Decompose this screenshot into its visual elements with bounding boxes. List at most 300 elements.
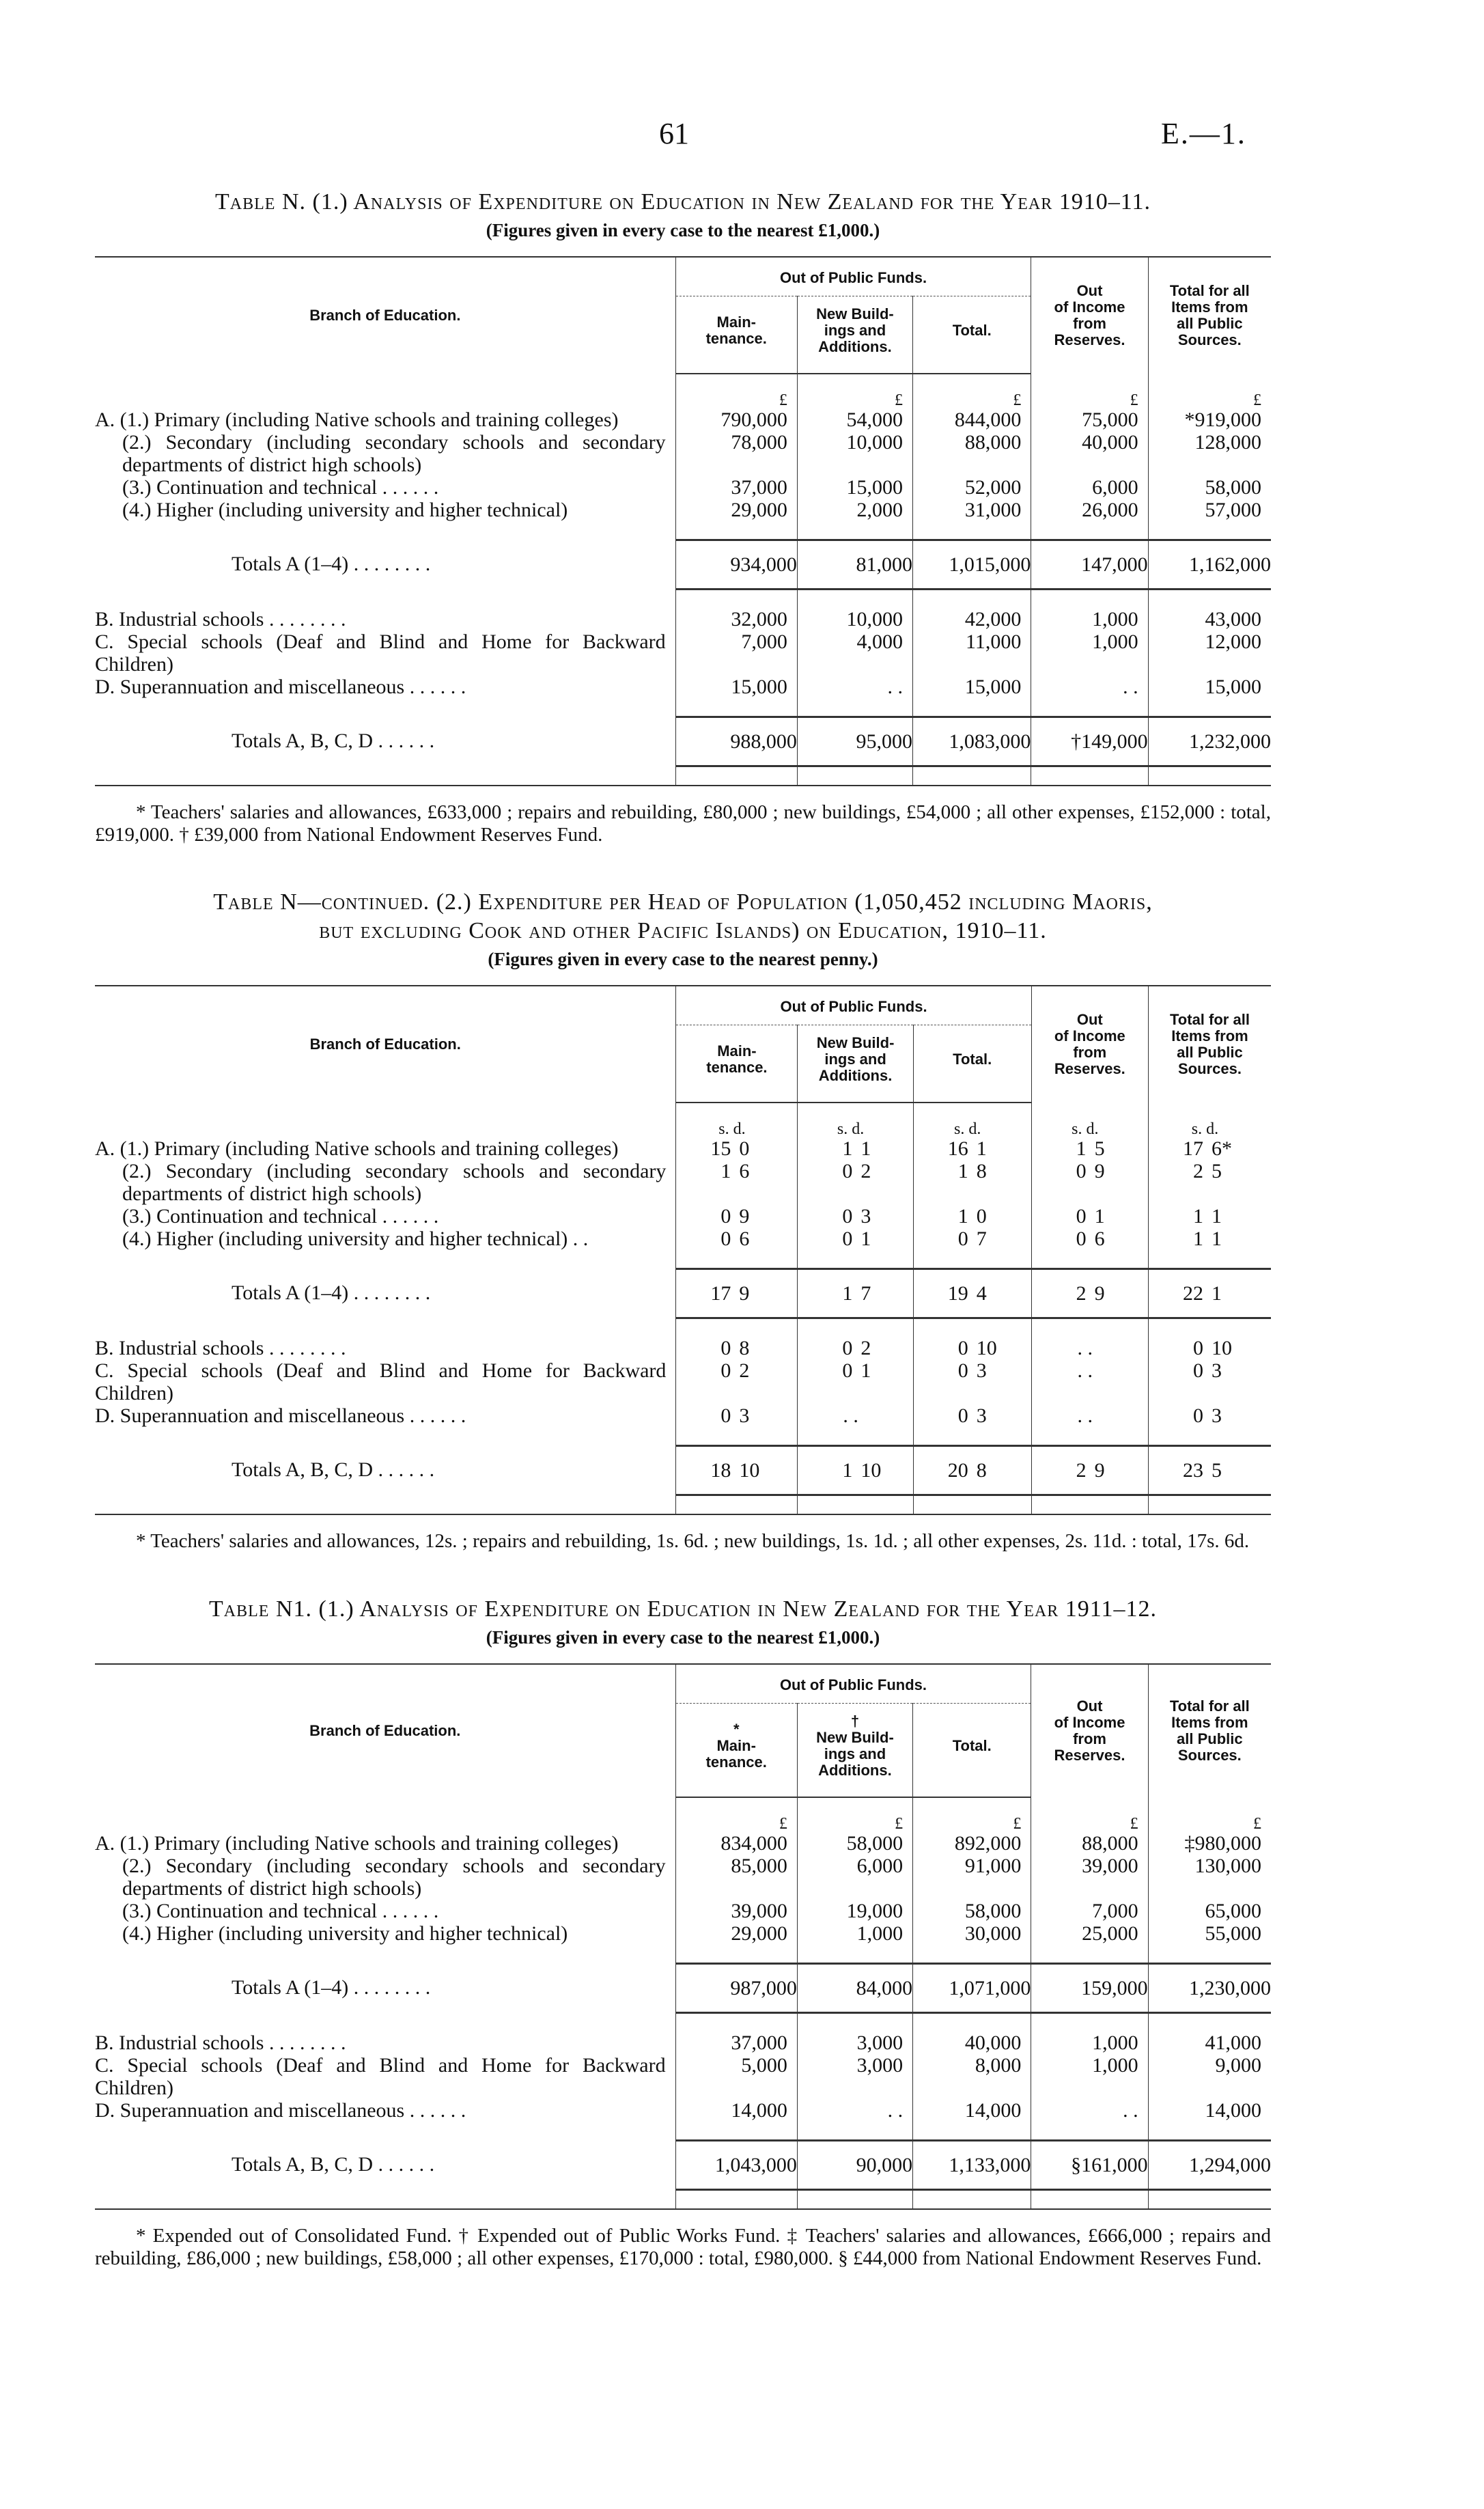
unit-label: £	[913, 1816, 1031, 1832]
shillings: 15	[710, 1137, 731, 1160]
pence: 1	[860, 1228, 871, 1250]
row-label: Totals A, B, C, D . . . . . .	[232, 729, 435, 752]
header-reserves: Out of Income from Reserves.	[1031, 986, 1148, 1103]
cell-value	[1031, 1228, 1148, 1250]
page-reference: E.—1.	[1161, 117, 1246, 150]
shillings: 0	[720, 1228, 731, 1250]
table-row	[95, 1337, 1271, 1359]
pence: 2	[739, 1359, 750, 1382]
cell-value: 65,000	[1148, 1900, 1271, 1922]
cell-value	[913, 1205, 1031, 1228]
row-label: (4.) Higher (including university and higher technical) . .	[122, 1228, 589, 1250]
table-label: Table N.	[215, 189, 307, 214]
cell-value: 1,015,000	[913, 540, 1031, 590]
table-row	[95, 1855, 1271, 1900]
cell-value	[676, 1137, 798, 1160]
cell-value	[913, 1137, 1031, 1160]
pence: 5	[1211, 1459, 1222, 1482]
unit-label: £	[797, 1816, 912, 1832]
cell-value	[798, 1359, 913, 1404]
shillings: 0	[842, 1205, 853, 1228]
cell-value	[1031, 1269, 1148, 1318]
cell-value	[676, 1269, 798, 1318]
table-row	[95, 1137, 1271, 1160]
cell-value	[1148, 1359, 1271, 1404]
shillings: 0	[957, 1359, 968, 1382]
cell-value: . .	[1031, 2099, 1148, 2122]
cell-value: . .	[797, 676, 912, 698]
cell-value: 55,000	[1148, 1922, 1271, 1945]
table-row	[95, 1228, 1271, 1250]
pence: 3	[1211, 1404, 1222, 1427]
cell-value: 3,000	[797, 2054, 912, 2099]
cell-value	[798, 1446, 913, 1495]
pence: 0	[739, 1137, 750, 1160]
pence: 1	[1211, 1282, 1222, 1305]
header-reserves: Out of Income from Reserves.	[1031, 257, 1148, 374]
cell-value: 40,000	[1031, 431, 1148, 476]
pence: 1	[860, 1137, 871, 1160]
row-label: D. Superannuation and miscellaneous . . . . . .	[95, 2099, 466, 2122]
header-footnote-mark: †	[850, 1713, 860, 1730]
table-row	[95, 1205, 1271, 1228]
unit-label: s. d.	[1031, 1121, 1148, 1137]
shillings: 0	[957, 1228, 968, 1250]
shillings: 0	[1076, 1160, 1087, 1182]
cell-value: 29,000	[675, 499, 797, 521]
row-label: (3.) Continuation and technical . . . . . .	[122, 1205, 439, 1228]
table-row	[95, 676, 1271, 698]
cell-value: . .	[1031, 1337, 1148, 1359]
cell-value	[1148, 1228, 1271, 1250]
cell-value: 892,000	[913, 1832, 1031, 1855]
table-title	[95, 1595, 1271, 1624]
cell-value: 11,000	[913, 630, 1031, 676]
row-label: Totals A (1–4) . . . . . . . .	[232, 1976, 431, 1999]
cell-value	[1148, 1269, 1271, 1318]
row-label: C. Special schools (Deaf and Blind and Home for Backward Children)	[95, 630, 666, 676]
shillings: 2	[1076, 1459, 1087, 1482]
unit-label: £	[675, 1816, 797, 1832]
cell-value: 1,294,000	[1148, 2141, 1271, 2190]
unit-label: s. d.	[676, 1121, 798, 1137]
table-row	[95, 431, 1271, 476]
cell-value: 1,162,000	[1148, 540, 1271, 590]
cell-value: 29,000	[675, 1922, 797, 1945]
cell-value	[798, 1205, 913, 1228]
cell-value: 41,000	[1148, 2032, 1271, 2054]
cell-value: 32,000	[675, 608, 797, 630]
shillings: 1	[1192, 1205, 1203, 1228]
cell-value	[1148, 1404, 1271, 1427]
cell-value: 7,000	[675, 630, 797, 676]
cell-value: 75,000	[1031, 408, 1148, 431]
cell-value: 10,000	[797, 608, 912, 630]
header-all-sources: Total for all Items from all Public Sources.	[1148, 986, 1271, 1103]
pence: 3	[976, 1404, 987, 1427]
shillings: 1	[842, 1282, 853, 1305]
shillings: 0	[720, 1337, 731, 1359]
row-label: A. (1.) Primary (including Native schools and training colleges)	[95, 1832, 619, 1855]
cell-value	[913, 1337, 1031, 1359]
row-label: (3.) Continuation and technical . . . . . .	[122, 476, 439, 499]
cell-value: . .	[798, 1404, 913, 1427]
pence: 8	[739, 1337, 750, 1359]
pence: 6	[739, 1228, 750, 1250]
table-n-1910-11	[95, 188, 1271, 846]
table-n-per-head-1910-11	[95, 888, 1271, 1553]
pence: 4	[976, 1282, 987, 1305]
cell-value	[1031, 1205, 1148, 1228]
cell-value: 26,000	[1031, 499, 1148, 521]
table-row	[95, 476, 1271, 499]
cell-value: 1,230,000	[1148, 1964, 1271, 2013]
header-maintenance: Main- tenance.	[676, 1025, 798, 1103]
table-title	[95, 188, 1271, 217]
shillings: 0	[842, 1160, 853, 1182]
cell-value	[676, 1160, 798, 1205]
row-label: A. (1.) Primary (including Native schools and training colleges)	[95, 408, 619, 431]
cell-value: 4,000	[797, 630, 912, 676]
cell-value: *919,000	[1148, 408, 1271, 431]
table-row	[95, 608, 1271, 630]
unit-label: £	[1031, 1816, 1148, 1832]
cell-value	[1031, 1137, 1148, 1160]
cell-value: 84,000	[797, 1964, 912, 2013]
shillings: 2	[1192, 1160, 1203, 1182]
header-maintenance: Main- tenance.	[675, 296, 797, 374]
data-table	[95, 985, 1271, 1515]
cell-value: 15,000	[1148, 676, 1271, 698]
page-number: 61	[659, 117, 689, 150]
shillings: 16	[947, 1137, 968, 1160]
cell-value: 19,000	[797, 1900, 912, 1922]
table-row	[95, 408, 1271, 431]
row-label: (4.) Higher (including university and higher technical)	[122, 499, 568, 521]
cell-value	[913, 1404, 1031, 1427]
cell-value	[676, 1337, 798, 1359]
pence: 2	[860, 1337, 871, 1359]
pence: 1	[1211, 1228, 1222, 1250]
cell-value	[798, 1337, 913, 1359]
pence: 6	[739, 1160, 750, 1182]
unit-label: £	[797, 392, 912, 408]
cell-value: 78,000	[675, 431, 797, 476]
cell-value: 1,000	[1031, 2032, 1148, 2054]
cell-value: 58,000	[913, 1900, 1031, 1922]
table-row	[95, 499, 1271, 521]
totals-row	[95, 1964, 1271, 2013]
cell-value: 6,000	[797, 1855, 912, 1900]
cell-value: 844,000	[913, 408, 1031, 431]
cell-value: 10,000	[797, 431, 912, 476]
row-label: D. Superannuation and miscellaneous . . . . . .	[95, 1404, 466, 1427]
cell-value: 14,000	[913, 2099, 1031, 2122]
cell-value: 31,000	[913, 499, 1031, 521]
cell-value: 1,000	[1031, 2054, 1148, 2099]
pence: 6*	[1211, 1137, 1232, 1160]
shillings: 0	[1192, 1404, 1203, 1427]
unit-label: s. d.	[913, 1121, 1031, 1137]
cell-value: 1,000	[1031, 630, 1148, 676]
pence: 9	[1094, 1160, 1105, 1182]
shillings: 1	[957, 1205, 968, 1228]
header-total: Total.	[913, 1704, 1031, 1798]
cell-value	[913, 1359, 1031, 1404]
shillings: 1	[957, 1160, 968, 1182]
shillings: 20	[947, 1459, 968, 1482]
table-title	[95, 917, 1271, 945]
row-label: Totals A, B, C, D . . . . . .	[232, 2152, 435, 2176]
pence: 10	[860, 1459, 882, 1482]
header-new-buildings: New Build- ings and Additions.	[798, 1025, 913, 1103]
shillings: 0	[1076, 1205, 1087, 1228]
shillings: 0	[720, 1205, 731, 1228]
header-public-funds: Out of Public Funds.	[676, 986, 1031, 1025]
pence: 7	[860, 1282, 871, 1305]
cell-value: †149,000	[1031, 717, 1148, 766]
totals-row	[95, 717, 1271, 766]
table-label: Table N1.	[209, 1596, 313, 1622]
cell-value: 5,000	[675, 2054, 797, 2099]
table-n1-1911-12	[95, 1595, 1271, 2270]
cell-value: 30,000	[913, 1922, 1031, 1945]
row-label: C. Special schools (Deaf and Blind and Home for Backward Children)	[95, 2054, 666, 2099]
cell-value: . .	[1031, 1404, 1148, 1427]
cell-value	[1031, 1160, 1148, 1205]
header-branch: Branch of Education.	[95, 257, 675, 374]
cell-value: 790,000	[675, 408, 797, 431]
cell-value: . .	[1031, 676, 1148, 698]
header-new-buildings: New Build- ings and Additions.	[797, 296, 912, 374]
data-table	[95, 1663, 1271, 2210]
cell-value	[1148, 1137, 1271, 1160]
shillings: 22	[1182, 1282, 1203, 1305]
cell-value: 9,000	[1148, 2054, 1271, 2099]
table-title-text: but excluding Cook and other Pacific Islands) on Education, 1910–11.	[319, 918, 1047, 943]
table-subtitle: (Figures given in every case to the nearest £1,000.)	[486, 1627, 880, 1648]
pence: 5	[1211, 1160, 1222, 1182]
shillings: 1	[720, 1160, 731, 1182]
shillings: 0	[842, 1359, 853, 1382]
row-label: B. Industrial schools . . . . . . . .	[95, 1337, 346, 1359]
shillings: 1	[1192, 1228, 1203, 1250]
cell-value	[913, 1228, 1031, 1250]
cell-value	[798, 1160, 913, 1205]
table-row	[95, 630, 1271, 676]
cell-value	[798, 1137, 913, 1160]
cell-value	[798, 1228, 913, 1250]
cell-value: 1,071,000	[913, 1964, 1031, 2013]
cell-value: 12,000	[1148, 630, 1271, 676]
header-maintenance: * Main- tenance.	[675, 1704, 797, 1798]
cell-value: 42,000	[913, 608, 1031, 630]
cell-value: 90,000	[797, 2141, 912, 2190]
cell-value: 15,000	[913, 676, 1031, 698]
cell-value: 14,000	[1148, 2099, 1271, 2122]
cell-value: 39,000	[675, 1900, 797, 1922]
cell-value: . .	[1031, 1359, 1148, 1404]
cell-value: 58,000	[797, 1832, 912, 1855]
cell-value: §161,000	[1031, 2141, 1148, 2190]
cell-value: 1,000	[1031, 608, 1148, 630]
cell-value	[1148, 1337, 1271, 1359]
cell-value	[676, 1205, 798, 1228]
totals-row	[95, 1446, 1271, 1495]
unit-label: £	[675, 392, 797, 408]
pence: 9	[1094, 1459, 1105, 1482]
row-label: Totals A (1–4) . . . . . . . .	[232, 1281, 431, 1304]
table-row	[95, 1160, 1271, 1205]
cell-value: 128,000	[1148, 431, 1271, 476]
table-title-text: (1.) Analysis of Expenditure on Education in New Zealand for the Year 1911–12.	[318, 1596, 1157, 1622]
pence: 0	[976, 1205, 987, 1228]
cell-value: 1,133,000	[913, 2141, 1031, 2190]
shillings: 1	[1076, 1137, 1087, 1160]
table-footnote: * Teachers' salaries and allowances, 12s. ; repairs and rebuilding, 1s. 6d. ; new buildings, 1s. 1d. ; all other expenses, 2s. 11d. : total, 17s. 6d.	[136, 1530, 1250, 1552]
cell-value: 130,000	[1148, 1855, 1271, 1900]
pence: 7	[976, 1228, 987, 1250]
shillings: 18	[710, 1459, 731, 1482]
cell-value: 159,000	[1031, 1964, 1148, 2013]
table-row	[95, 2099, 1271, 2122]
cell-value: 14,000	[675, 2099, 797, 2122]
pence: 5	[1094, 1137, 1105, 1160]
cell-value: 95,000	[797, 717, 912, 766]
cell-value	[913, 1269, 1031, 1318]
pence: 9	[739, 1282, 750, 1305]
pence: 9	[739, 1205, 750, 1228]
table-footnote: * Expended out of Consolidated Fund. † Expended out of Public Works Fund. ‡ Teachers' salaries and allowances, £666,000 ; repairs and rebuilding, £86,000 ; new buildings, £58,000 ; all other expenses, £170,000 : total, £980,000. § £44,000 from National Endowment Reserves Fund.	[95, 2225, 1271, 2269]
cell-value: 58,000	[1148, 476, 1271, 499]
header-new-buildings: † New Build- ings and Additions.	[797, 1704, 912, 1798]
totals-row	[95, 540, 1271, 590]
cell-value: 2,000	[797, 499, 912, 521]
cell-value	[676, 1228, 798, 1250]
totals-row	[95, 2141, 1271, 2190]
header-branch: Branch of Education.	[95, 986, 676, 1103]
shillings: 0	[1192, 1359, 1203, 1382]
pence: 1	[976, 1137, 987, 1160]
pence: 10	[1211, 1337, 1232, 1359]
cell-value: 85,000	[675, 1855, 797, 1900]
unit-label: £	[1148, 1816, 1271, 1832]
cell-value: 1,043,000	[675, 2141, 797, 2190]
cell-value: 57,000	[1148, 499, 1271, 521]
header-branch: Branch of Education.	[95, 1664, 675, 1797]
cell-value: 1,083,000	[913, 717, 1031, 766]
pence: 3	[976, 1359, 987, 1382]
unit-label: s. d.	[798, 1121, 913, 1137]
pence: 3	[739, 1404, 750, 1427]
cell-value: 88,000	[1031, 1832, 1148, 1855]
pence: 1	[1094, 1205, 1105, 1228]
row-label: (2.) Secondary (including secondary schools and secondary departments of district high schools)	[122, 431, 666, 476]
row-label: D. Superannuation and miscellaneous . . . . . .	[95, 676, 466, 698]
shillings: 0	[1192, 1337, 1203, 1359]
shillings: 1	[842, 1459, 853, 1482]
shillings: 17	[1182, 1137, 1203, 1160]
cell-value: 934,000	[675, 540, 797, 590]
table-title-text: (1.) Analysis of Expenditure on Education in New Zealand for the Year 1910–11.	[312, 189, 1151, 214]
header-all-sources: Total for all Items from all Public Sources.	[1148, 1664, 1271, 1797]
table-subtitle: (Figures given in every case to the nearest £1,000.)	[486, 220, 880, 240]
header-footnote-mark: *	[733, 1721, 740, 1738]
header-total: Total.	[913, 296, 1031, 374]
shillings: 0	[957, 1404, 968, 1427]
pence: 1	[860, 1359, 871, 1382]
shillings: 0	[957, 1337, 968, 1359]
table-row	[95, 2054, 1271, 2099]
table-footnote: * Teachers' salaries and allowances, £633,000 ; repairs and rebuilding, £80,000 ; new buildings, £54,000 ; all other expenses, £152,000 : total, £919,000. † £39,000 from National Endowment Reserves Fund.	[95, 801, 1271, 846]
shillings: 1	[842, 1137, 853, 1160]
row-label: Totals A (1–4) . . . . . . . .	[232, 552, 431, 575]
cell-value	[1031, 1446, 1148, 1495]
header-public-funds: Out of Public Funds.	[675, 1664, 1031, 1704]
shillings: 19	[947, 1282, 968, 1305]
cell-value: 1,232,000	[1148, 717, 1271, 766]
cell-value	[676, 1359, 798, 1404]
cell-value: 6,000	[1031, 476, 1148, 499]
cell-value: 834,000	[675, 1832, 797, 1855]
shillings: 23	[1182, 1459, 1203, 1482]
cell-value: 147,000	[1031, 540, 1148, 590]
unit-label: £	[1148, 392, 1271, 408]
pence: 6	[1094, 1228, 1105, 1250]
cell-value: 43,000	[1148, 608, 1271, 630]
cell-value	[676, 1404, 798, 1427]
row-label: B. Industrial schools . . . . . . . .	[95, 2032, 346, 2054]
pence: 3	[860, 1205, 871, 1228]
cell-value: 988,000	[675, 717, 797, 766]
row-label: A. (1.) Primary (including Native schools and training colleges)	[95, 1137, 619, 1160]
shillings: 0	[842, 1228, 853, 1250]
cell-value: 88,000	[913, 431, 1031, 476]
header-total: Total.	[913, 1025, 1031, 1103]
page-header	[0, 116, 1484, 157]
row-label: B. Industrial schools . . . . . . . .	[95, 608, 346, 630]
row-label: (3.) Continuation and technical . . . . . .	[122, 1900, 439, 1922]
header-public-funds: Out of Public Funds.	[675, 257, 1031, 296]
cell-value: 40,000	[913, 2032, 1031, 2054]
table-label: Table N—continued.	[213, 889, 430, 915]
cell-value: 52,000	[913, 476, 1031, 499]
cell-value: 37,000	[675, 2032, 797, 2054]
shillings: 2	[1076, 1282, 1087, 1305]
table-row	[95, 1900, 1271, 1922]
row-label: (2.) Secondary (including secondary schools and secondary departments of district high schools)	[122, 1855, 666, 1900]
cell-value: 15,000	[675, 676, 797, 698]
header-all-sources: Total for all Items from all Public Sources.	[1148, 257, 1271, 374]
cell-value: 3,000	[797, 2032, 912, 2054]
totals-row	[95, 1269, 1271, 1318]
cell-value	[913, 1160, 1031, 1205]
row-label: C. Special schools (Deaf and Blind and Home for Backward Children)	[95, 1359, 667, 1404]
table-row	[95, 1922, 1271, 1945]
shillings: 0	[720, 1404, 731, 1427]
cell-value: 81,000	[797, 540, 912, 590]
pence: 10	[739, 1459, 760, 1482]
cell-value: 54,000	[797, 408, 912, 431]
pence: 3	[1211, 1359, 1222, 1382]
table-title	[95, 888, 1271, 917]
shillings: 0	[720, 1359, 731, 1382]
pence: 8	[976, 1459, 987, 1482]
unit-label: £	[1031, 392, 1148, 408]
shillings: 17	[710, 1282, 731, 1305]
table-row	[95, 2032, 1271, 2054]
cell-value	[1148, 1205, 1271, 1228]
